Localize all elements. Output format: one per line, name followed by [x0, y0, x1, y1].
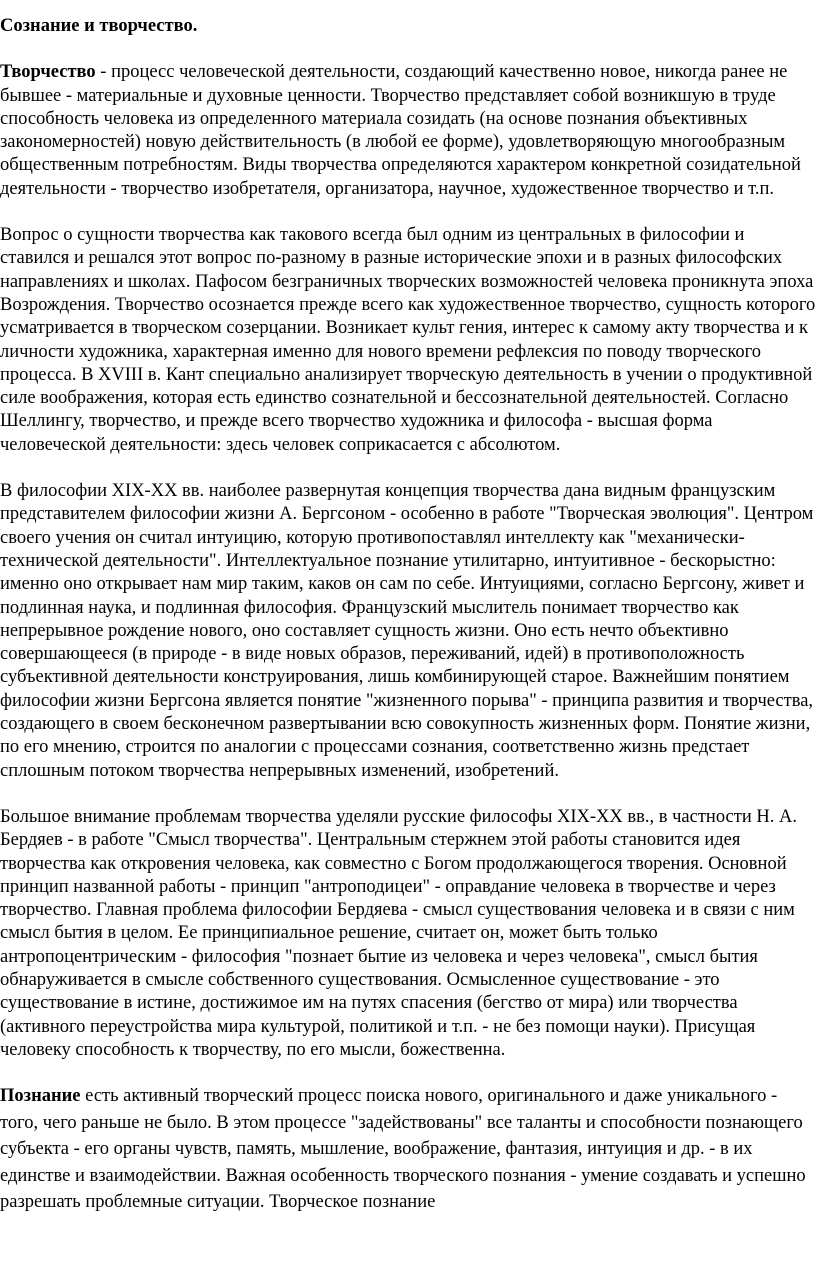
term-cognition: Познание [0, 1086, 81, 1107]
document-title: Сознание и творчество. [0, 16, 198, 36]
paragraph-history [0, 224, 816, 457]
paragraph-creativity-definition [0, 61, 816, 201]
paragraph-text: Вопрос о сущности творчества как такового всегда был одним из центральных в философии и ставился и решался этот вопрос по-разному в разные исторические эпохи и в разных философских направлениях и школах. Пафосом безграничных творческих возможностей человека проникнута эпоха Возрождения. Творчество осознается прежде всего как художественное творчество, сущность которого усматривается в творческом созерцании. Возникает культ гения, интерес к самому акту творчества и к личности художника, характерная именно для нового времени рефлексия по поводу творческого процесса. В XVIII в. Кант специально анализирует творческую деятельность в учении о продуктивной силе воображения, которая есть единство сознательной и бессознательной деятельностей. Согласно Шеллингу, творчество, и прежде всего творчество художника и философа - высшая форма человеческой деятельности: здесь человек соприкасается с абсолютом. [0, 225, 816, 455]
paragraph-text: есть активный творческий процесс поиска нового, оригинального и даже уникального - того, чего раньше не было. В этом процессе "задействованы" все таланты и способности познающего субъекта - его органы чувств, память, мышление, воображение, фантазия, интуиция и др. - в их единстве и взаимодействии. Важная особенность творческого познания - умение создавать и успешно разрешать проблемные ситуации. Творческое познание [0, 1086, 806, 1213]
paragraph-text: Большое внимание проблемам творчества уделяли русские философы XIX-XX вв., в частности Н. А. Бердяев - в работе "Смысл творчества". Центральным стержнем этой работы становится идея творчества как откровения человека, как совместно с Богом продолжающегося творения. Основной принцип названной работы - принцип "антроподицеи" - оправдание человека в творчестве и через творчество. Главная проблема философии Бердяева - смысл существования человека и в связи с ним смысл бытия в целом. Ее принципиальное решение, считает он, может быть только антропоцентрическим - философия "познает бытие из человека и через человека", смысл бытия обнаруживается в смысле собственного существования. Осмысленное существование - это существование в истине, достижимое им на путях спасения (бегство от мира) или творчества (активного переустройства мира культурой, политикой и т.п. - не без помощи науки). Присущая человеку способность к творчеству, по его мысли, божественна. [0, 806, 797, 1060]
paragraph-bergson [0, 480, 816, 783]
paragraph-cognition [0, 1083, 816, 1216]
paragraph-text: - процесс человеческой деятельности, создающий качественно новое, никогда ранее не бывшее - материальные и духовные ценности. Творчество представляет собой возникшую в труде способность человека из определенного материала созидать (на основе познания объективных закономерностей) новую действительность (в любой ее форме), удовлетворяющую многообразным общественным потребностям. Виды творчества определяются характером конкретной созидательной деятельности - творчество изобретателя, организатора, научное, художественное творчество и т.п. [0, 62, 801, 199]
paragraph-text: В философии XIX-XX вв. наиболее развернутая концепция творчества дана видным французским представителем философии жизни А. Бергсоном - особенно в работе "Творческая эволюция". Центром своего учения он считал интуицию, которую противопоставлял интеллекту как "механически-технической деятельности". Интеллектуальное познание утилитарно, интуитивное - бескорыстно: именно оно открывает нам мир таким, каков он сам по себе. Интуициями, согласно Бергсону, живет и подлинная наука, и подлинная философия. Французский мыслитель понимает творчество как непрерывное рождение нового, оно составляет сущность жизни. Оно есть нечто объективно совершающееся (в природе - в виде новых образов, переживаний, идей) в противоположность субъективной деятельности конструирования, лишь комбинирующей старое. Важнейшим понятием философии жизни Бергсона является понятие "жизненного порыва" - принципа развития и творчества, создающего в своем бесконечном развертывании всю совокупность жизненных форм. Понятие жизни, по его мнению, строится по аналогии с процессами сознания, соответственно жизнь предстает сплошным потоком творчества непрерывных изменений, изобретений. [0, 481, 814, 781]
paragraph-berdyaev [0, 806, 816, 1062]
term-creativity: Творчество [0, 62, 96, 83]
